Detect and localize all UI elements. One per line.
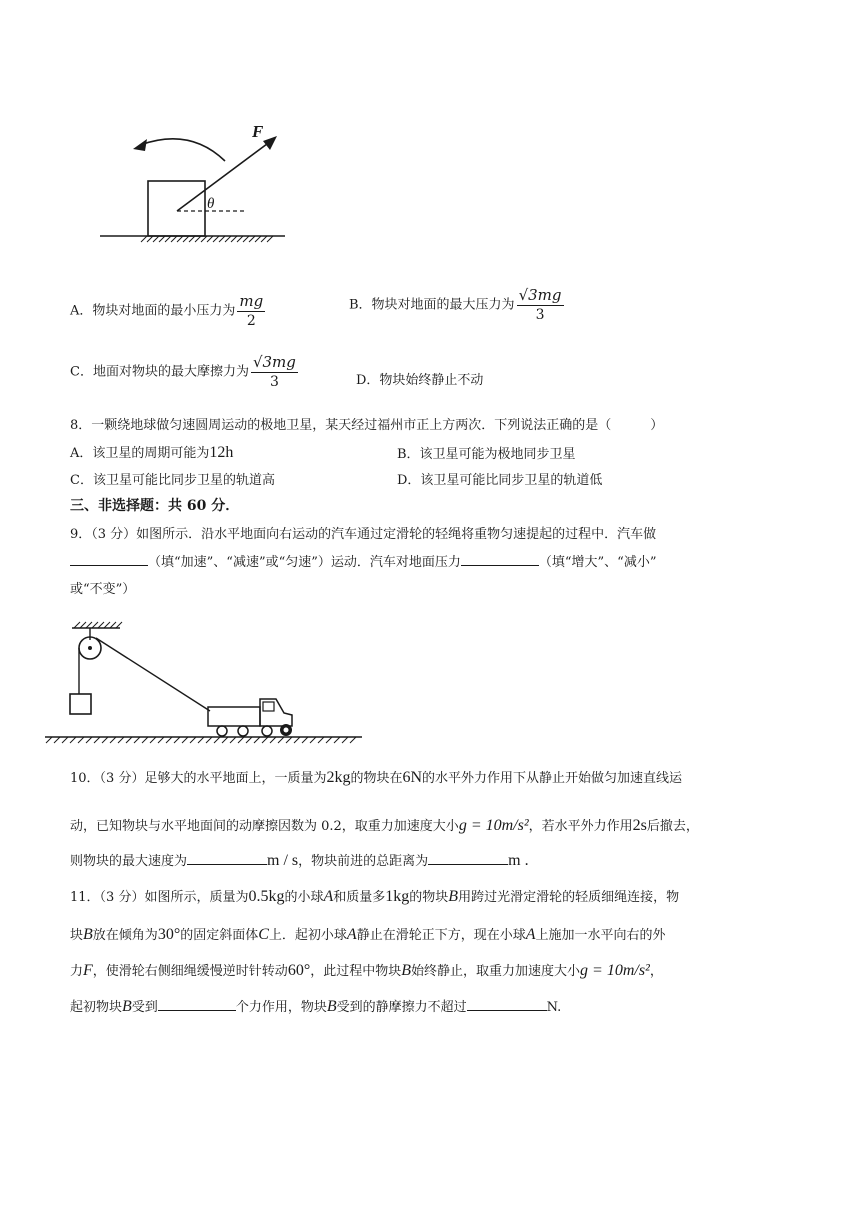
q10-line2: 动，已知物块与水平地面间的动摩擦因数为 0.2，取重力加速度大小g = 10m/s²，若水平外力作用2s后撤去， <box>70 817 699 834</box>
force-arrowhead <box>263 136 277 150</box>
q11-line2: 块B放在倾角为30°的固定斜面体C上．起初小球A静止在滑轮正下方，现在小球A上施加一水平向右的外 <box>70 926 666 943</box>
hanging-block <box>70 694 91 714</box>
answer-blank[interactable] <box>187 852 267 865</box>
truck-wheel <box>238 726 248 736</box>
angle-label: θ <box>207 196 215 212</box>
q7-option-c: C．地面对物块的最大摩擦力为 $\frac{√3mg}{3}$ <box>70 353 296 390</box>
q9-line3: 或“不变”） <box>70 582 136 597</box>
q8-option-a: A．该卫星的周期可能为12h <box>70 444 234 461</box>
q8-option-d: D．该卫星可能比同步卫星的轨道低 <box>397 473 603 488</box>
q11-line3: 力F，使滑轮右侧细绳缓慢逆时针转动60°，此过程中物块B始终静止，取重力加速度大小g = 10m/s²， <box>70 962 663 979</box>
q9-line2: （填“加速”、“减速”或“匀速”）运动．汽车对地面压力 （填“增大”、“减小” <box>70 551 656 570</box>
force-label: F <box>252 122 264 141</box>
pulley-truck-figure <box>40 615 370 750</box>
truck-cab <box>260 699 292 726</box>
q11-line4: 起初物块B受到 个力作用，物块B受到的静摩擦力不超过 N. <box>70 998 562 1015</box>
ceiling-hatch <box>74 622 122 628</box>
truck-wheel <box>262 726 272 736</box>
block-force-figure <box>95 115 295 250</box>
truck-bed <box>208 707 260 726</box>
rotation-arrow <box>140 139 225 161</box>
section-heading: 三、非选择题：共 60 分． <box>70 498 240 514</box>
q8-stem: 8．一颗绕地球做匀速圆周运动的极地卫星，某天经过福州市正上方两次．下列说法正确的是（ ） <box>70 418 664 433</box>
q8-option-b: B．该卫星可能为极地同步卫星 <box>397 447 576 462</box>
rope-diagonal <box>96 638 210 711</box>
ground-hatch <box>46 737 356 743</box>
q7-option-b: B．物块对地面的最大压力为 $\frac{√3mg}{3}$ <box>349 286 562 323</box>
q7-option-d: D．物块始终静止不动 <box>356 373 484 388</box>
q10-line3: 则物块的最大速度为 m / s，物块前进的总距离为 m . <box>70 852 529 869</box>
rotation-arrowhead <box>133 139 147 151</box>
q11-line1: 11．（3 分）如图所示，质量为0.5kg的小球A和质量多1kg的物块B用跨过光滑定滑轮的轻质细绳连接，物 <box>70 888 680 905</box>
answer-blank[interactable] <box>467 998 547 1011</box>
block <box>148 181 205 236</box>
q9-line1: 9．（3 分）如图所示．沿水平地面向右运动的汽车通过定滑轮的轻绳将重物匀速提起的过程中．汽车做 <box>70 527 657 542</box>
answer-blank[interactable] <box>70 553 148 566</box>
ground-hatch <box>141 236 273 242</box>
q7-option-a: A．物块对地面的最小压力为 $\frac{mg}{2}$ <box>70 292 264 329</box>
q10-line1: 10．（3 分）足够大的水平地面上，一质量为2kg的物块在6N的水平外力作用下从静止开始做匀加速直线运 <box>70 769 683 786</box>
force-arrow <box>177 141 271 211</box>
truck-wheel <box>217 726 227 736</box>
q8-option-c: C．该卫星可能比同步卫星的轨道高 <box>70 473 275 488</box>
answer-blank[interactable] <box>428 852 508 865</box>
answer-blank[interactable] <box>158 998 236 1011</box>
answer-blank[interactable] <box>461 553 539 566</box>
